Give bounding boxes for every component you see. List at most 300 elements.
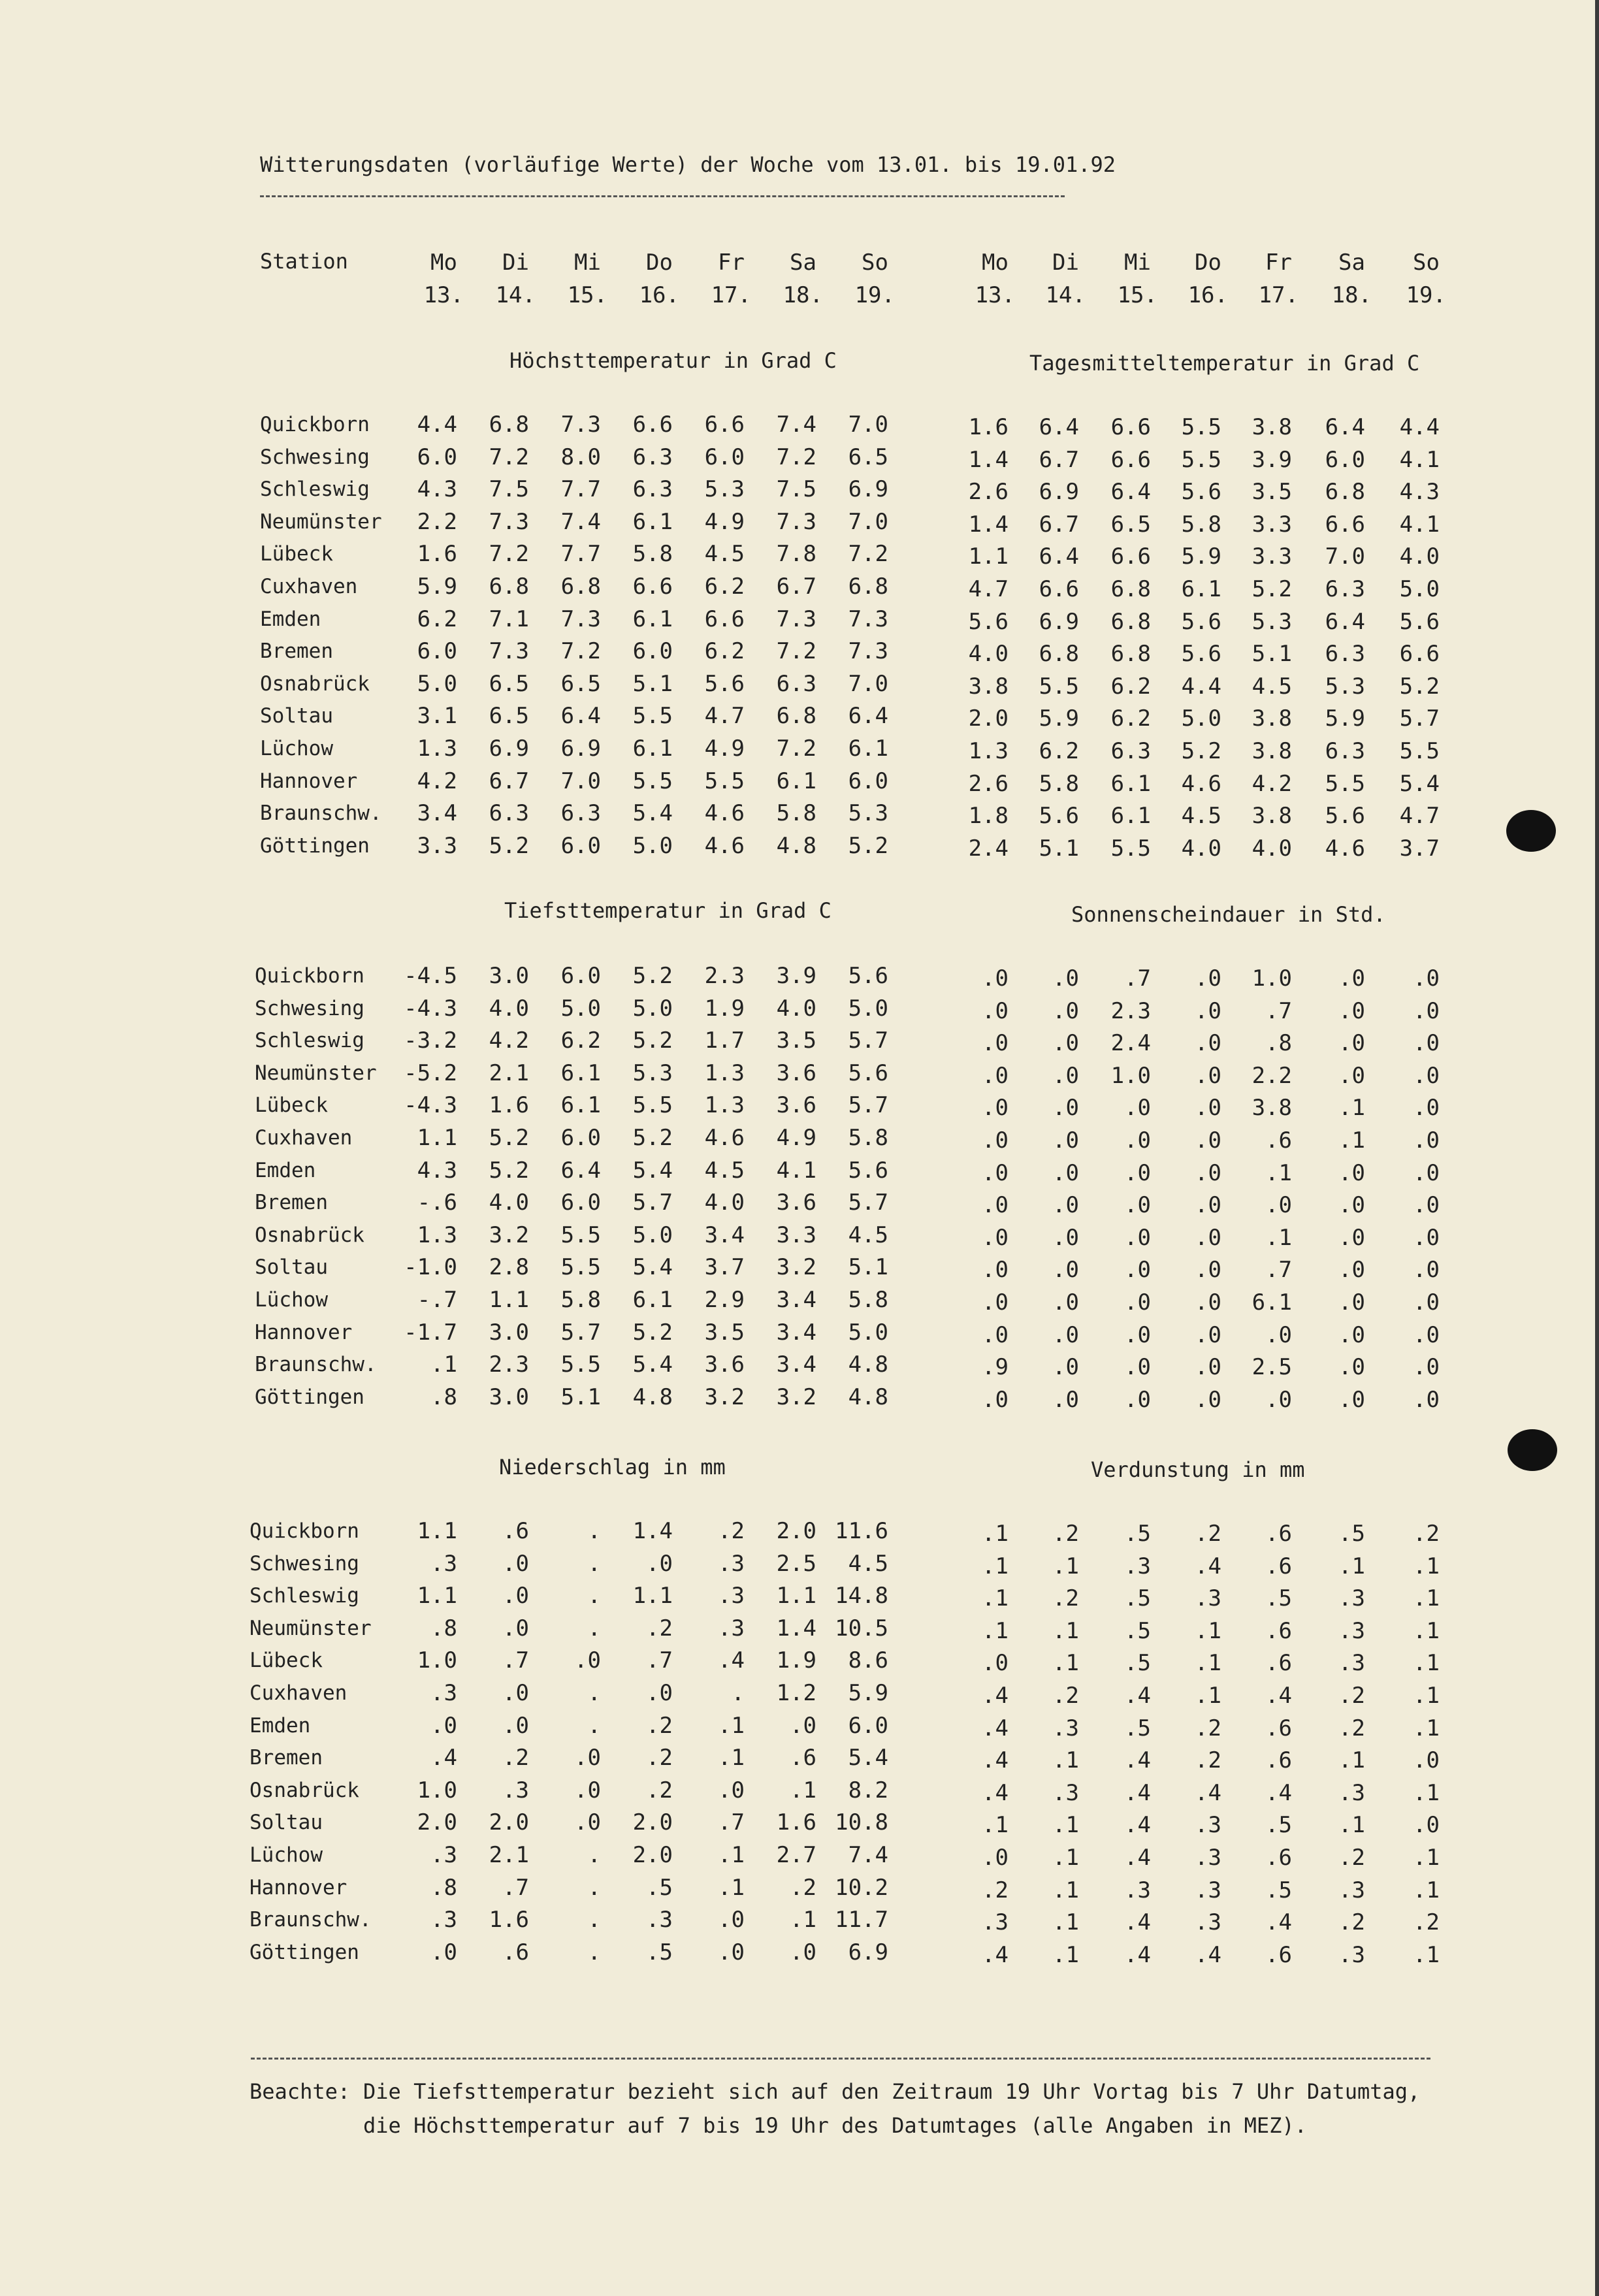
- left-value: 2.3: [704, 963, 745, 989]
- left-value: .3: [430, 1550, 457, 1577]
- right-value: .0: [1265, 1321, 1292, 1348]
- left-value: 6.9: [848, 1939, 888, 1965]
- right-value: .4: [1124, 1812, 1151, 1839]
- left-value: 6.1: [560, 1092, 601, 1119]
- left-value: .0: [718, 1907, 745, 1933]
- left-value: 5.5: [704, 768, 745, 794]
- left-day-0: Mo: [430, 250, 457, 276]
- left-value: 1.3: [417, 736, 457, 762]
- left-value: 6.8: [560, 574, 601, 600]
- right-value: 5.0: [1399, 576, 1440, 602]
- right-value: .1: [982, 1585, 1009, 1612]
- right-value: 4.0: [1252, 835, 1292, 862]
- left-value: 5.0: [417, 670, 457, 697]
- right-value: 6.6: [1399, 641, 1440, 668]
- left-value: 2.0: [776, 1518, 816, 1544]
- left-value: 7.7: [560, 476, 601, 503]
- left-value: .1: [790, 1777, 816, 1803]
- right-value: 1.3: [968, 738, 1009, 764]
- right-value: .0: [1195, 1386, 1221, 1413]
- left-value: .: [587, 1583, 601, 1609]
- left-value: 7.2: [560, 638, 601, 665]
- right-value: .5: [1124, 1585, 1151, 1612]
- left-value: 6.5: [848, 444, 888, 470]
- station-name: Lüchow: [260, 737, 333, 760]
- right-value: .1: [1338, 1095, 1365, 1122]
- left-value: .7: [718, 1809, 745, 1836]
- left-value: .0: [430, 1939, 457, 1965]
- left-value: 3.2: [704, 1383, 745, 1410]
- left-value: 5.2: [489, 1157, 529, 1184]
- right-value: 1.4: [968, 511, 1009, 538]
- right-value: 7.0: [1325, 543, 1365, 570]
- left-value: 6.2: [560, 1027, 601, 1054]
- station-name: Braunschw.: [250, 1908, 372, 1932]
- left-value: 5.0: [560, 995, 601, 1022]
- right-value: .8: [1265, 1030, 1292, 1057]
- left-value: 1.6: [489, 1092, 529, 1119]
- left-value: 5.4: [632, 1254, 673, 1281]
- left-value: 3.2: [776, 1254, 816, 1281]
- left-value: 10.2: [835, 1874, 888, 1901]
- left-value: .6: [502, 1939, 529, 1965]
- left-value: 5.8: [632, 541, 673, 568]
- right-value: .0: [1338, 1289, 1365, 1316]
- station-name: Quickborn: [255, 964, 364, 988]
- right-value: .4: [1195, 1779, 1221, 1806]
- left-value: 6.1: [632, 736, 673, 762]
- right-value: 6.7: [1039, 446, 1079, 473]
- station-name: Lübeck: [250, 1649, 323, 1673]
- right-value: 2.5: [1252, 1354, 1292, 1381]
- right-day-2: Mi: [1124, 250, 1151, 276]
- left-value: 6.2: [417, 606, 457, 632]
- left-value: 5.8: [848, 1287, 888, 1313]
- left-value: .1: [718, 1842, 745, 1868]
- left-value: .0: [574, 1809, 601, 1836]
- right-value: .0: [1413, 1192, 1440, 1219]
- right-value: 6.1: [1110, 803, 1151, 830]
- station-name: Soltau: [260, 704, 333, 728]
- right-value: .1: [1052, 1909, 1079, 1936]
- left-value: 3.5: [704, 1319, 745, 1346]
- station-name: Cuxhaven: [260, 575, 358, 598]
- right-value: .0: [1413, 1257, 1440, 1284]
- left-value: 6.5: [489, 703, 529, 730]
- left-value: .0: [646, 1680, 673, 1706]
- left-value: .: [731, 1680, 745, 1706]
- right-value: 5.9: [1181, 543, 1221, 570]
- left-value: .0: [502, 1680, 529, 1706]
- right-value: .0: [982, 1650, 1009, 1677]
- left-value: 3.0: [489, 963, 529, 989]
- right-value: .4: [1124, 1779, 1151, 1806]
- right-value: .0: [1195, 1257, 1221, 1284]
- right-value: .3: [1195, 1845, 1221, 1871]
- right-value: 1.0: [1110, 1062, 1151, 1089]
- right-value: .1: [1413, 1779, 1440, 1806]
- right-value: .2: [1338, 1715, 1365, 1741]
- left-value: 6.4: [560, 703, 601, 730]
- left-date-4: 17.: [711, 282, 751, 308]
- left-value: -4.3: [404, 1092, 457, 1119]
- right-value: .1: [1052, 1617, 1079, 1644]
- right-value: .5: [1265, 1585, 1292, 1612]
- left-value: -3.2: [404, 1027, 457, 1054]
- left-value: 6.0: [632, 638, 673, 665]
- right-value: 6.6: [1110, 414, 1151, 440]
- right-value: 6.0: [1325, 446, 1365, 473]
- left-value: 10.8: [835, 1809, 888, 1836]
- right-value: .2: [1413, 1909, 1440, 1936]
- right-value: 5.6: [1039, 803, 1079, 830]
- right-value: .3: [1195, 1812, 1221, 1839]
- left-value: 6.1: [776, 768, 816, 794]
- left-value: 7.5: [489, 476, 529, 503]
- left-value: 4.6: [704, 832, 745, 859]
- right-value: .1: [1413, 1650, 1440, 1677]
- right-value: .1: [1052, 1812, 1079, 1839]
- footer-rule: [251, 2058, 1430, 2060]
- left-value: .3: [430, 1680, 457, 1706]
- right-value: .0: [982, 1257, 1009, 1284]
- station-name: Lübeck: [260, 542, 333, 566]
- station-name: Neumünster: [250, 1616, 372, 1640]
- right-value: 5.3: [1252, 608, 1292, 635]
- left-value: 1.1: [417, 1518, 457, 1544]
- left-value: 1.0: [417, 1647, 457, 1674]
- left-value: 5.4: [848, 1745, 888, 1771]
- right-value: .0: [1413, 1159, 1440, 1186]
- right-value: .4: [982, 1941, 1009, 1968]
- right-value: .1: [1338, 1127, 1365, 1154]
- left-value: .8: [430, 1615, 457, 1641]
- left-value: 6.1: [632, 606, 673, 632]
- station-name: Hannover: [255, 1320, 353, 1344]
- left-value: -5.2: [404, 1059, 457, 1086]
- left-value: 5.8: [776, 800, 816, 827]
- right-value: 6.3: [1325, 576, 1365, 602]
- right-value: .5: [1124, 1650, 1151, 1677]
- right-value: 5.5: [1325, 770, 1365, 797]
- left-value: 4.9: [776, 1125, 816, 1151]
- station-name: Hannover: [260, 769, 358, 793]
- right-value: 4.0: [968, 641, 1009, 668]
- right-value: .0: [1052, 1159, 1079, 1186]
- left-value: 1.6: [489, 1907, 529, 1933]
- section-3-right-title: Verdunstung in mm: [1091, 1457, 1305, 1482]
- right-value: .0: [982, 1386, 1009, 1413]
- left-value: 7.4: [848, 1842, 888, 1868]
- left-value: .0: [574, 1647, 601, 1674]
- right-value: 1.6: [968, 414, 1009, 440]
- right-value: .0: [1338, 1257, 1365, 1284]
- left-value: .: [587, 1518, 601, 1544]
- right-value: .4: [1124, 1909, 1151, 1936]
- document-title: Witterungsdaten (vorläufige Werte) der Woche vom 13.01. bis 19.01.92: [260, 152, 1116, 177]
- right-value: 5.6: [1325, 803, 1365, 830]
- left-value: 5.6: [704, 670, 745, 697]
- left-value: 4.5: [704, 541, 745, 568]
- right-day-5: Sa: [1338, 250, 1365, 276]
- right-value: .0: [1124, 1192, 1151, 1219]
- left-day-1: Di: [502, 250, 529, 276]
- left-value: 3.4: [776, 1351, 816, 1378]
- right-value: .0: [1052, 1095, 1079, 1122]
- left-value: 14.8: [835, 1583, 888, 1609]
- right-day-6: So: [1413, 250, 1440, 276]
- right-value: 6.3: [1110, 738, 1151, 764]
- left-date-0: 13.: [423, 282, 464, 308]
- left-value: 6.5: [489, 670, 529, 697]
- right-value: .0: [1052, 1224, 1079, 1251]
- station-name: Bremen: [255, 1191, 328, 1215]
- left-value: .7: [502, 1647, 529, 1674]
- left-value: 4.3: [417, 476, 457, 503]
- left-day-4: Fr: [718, 250, 745, 276]
- right-date-6: 19.: [1406, 282, 1446, 308]
- left-value: 6.9: [489, 736, 529, 762]
- right-value: .0: [1124, 1354, 1151, 1381]
- left-value: .8: [430, 1874, 457, 1901]
- right-value: 6.6: [1110, 543, 1151, 570]
- right-value: 5.5: [1181, 414, 1221, 440]
- right-value: .0: [1195, 1192, 1221, 1219]
- station-name: Osnabrück: [255, 1223, 364, 1247]
- left-value: 1.7: [704, 1027, 745, 1054]
- right-value: 3.3: [1252, 511, 1292, 538]
- right-value: .0: [1413, 1289, 1440, 1316]
- note-line-2: die Höchsttemperatur auf 7 bis 19 Uhr des Datumtages (alle Angaben in MEZ).: [363, 2113, 1307, 2138]
- right-value: .0: [1338, 1386, 1365, 1413]
- right-value: .2: [1052, 1521, 1079, 1547]
- left-value: 6.4: [560, 1157, 601, 1184]
- left-value: .: [587, 1907, 601, 1933]
- right-value: .0: [1124, 1257, 1151, 1284]
- left-value: 7.3: [489, 638, 529, 665]
- left-value: 6.3: [776, 670, 816, 697]
- left-value: 1.1: [417, 1125, 457, 1151]
- left-value: .0: [718, 1939, 745, 1965]
- left-value: 6.0: [560, 1125, 601, 1151]
- right-value: .2: [1338, 1683, 1365, 1709]
- right-value: .3: [1195, 1585, 1221, 1612]
- right-value: 6.1: [1110, 770, 1151, 797]
- left-value: 6.0: [560, 1189, 601, 1216]
- station-name: Lüchow: [255, 1288, 328, 1312]
- left-value: 5.5: [560, 1351, 601, 1378]
- left-value: 6.1: [848, 736, 888, 762]
- right-value: 2.6: [968, 770, 1009, 797]
- left-value: .6: [790, 1745, 816, 1771]
- right-value: .1: [1195, 1683, 1221, 1709]
- left-value: 6.0: [417, 444, 457, 470]
- left-value: 6.1: [560, 1059, 601, 1086]
- left-value: .3: [502, 1777, 529, 1803]
- left-value: 4.0: [776, 995, 816, 1022]
- right-value: .0: [982, 1095, 1009, 1122]
- left-value: .3: [646, 1907, 673, 1933]
- left-value: .: [587, 1712, 601, 1739]
- right-value: .0: [1195, 1289, 1221, 1316]
- right-value: 4.1: [1399, 446, 1440, 473]
- left-value: 6.9: [560, 736, 601, 762]
- left-value: 4.8: [776, 832, 816, 859]
- left-value: 3.6: [704, 1351, 745, 1378]
- left-value: 11.6: [835, 1518, 888, 1544]
- right-value: .1: [1052, 1877, 1079, 1903]
- left-value: .4: [718, 1647, 745, 1674]
- left-value: 2.1: [489, 1059, 529, 1086]
- right-value: .1: [1413, 1617, 1440, 1644]
- right-value: .5: [1265, 1877, 1292, 1903]
- station-name: Göttingen: [250, 1940, 359, 1964]
- right-value: .4: [1265, 1909, 1292, 1936]
- right-value: .3: [1338, 1941, 1365, 1968]
- left-value: 6.4: [848, 703, 888, 730]
- right-value: .1: [1052, 1747, 1079, 1774]
- left-value: 2.0: [417, 1809, 457, 1836]
- right-value: 5.9: [1039, 705, 1079, 732]
- section-3-left-title: Niederschlag in mm: [499, 1455, 726, 1479]
- right-value: .0: [1195, 1062, 1221, 1089]
- left-value: 7.2: [776, 638, 816, 665]
- left-value: 2.2: [417, 508, 457, 535]
- right-value: 3.8: [1252, 705, 1292, 732]
- right-value: 5.8: [1039, 770, 1079, 797]
- left-value: .: [587, 1874, 601, 1901]
- left-value: .2: [718, 1518, 745, 1544]
- left-value: 2.1: [489, 1842, 529, 1868]
- right-value: 5.6: [1399, 608, 1440, 635]
- right-value: 4.4: [1181, 673, 1221, 700]
- right-value: 4.2: [1252, 770, 1292, 797]
- left-value: .4: [430, 1745, 457, 1771]
- left-value: 3.6: [776, 1059, 816, 1086]
- station-name: Braunschw.: [255, 1353, 377, 1377]
- left-value: 6.3: [632, 476, 673, 503]
- right-value: .1: [1413, 1845, 1440, 1871]
- right-value: 6.3: [1325, 641, 1365, 668]
- right-value: .1: [1265, 1224, 1292, 1251]
- left-value: 6.6: [704, 412, 745, 438]
- right-value: .4: [982, 1747, 1009, 1774]
- right-value: 4.6: [1325, 835, 1365, 862]
- left-value: 3.7: [704, 1254, 745, 1281]
- left-value: 5.1: [560, 1383, 601, 1410]
- station-name: Göttingen: [260, 833, 370, 858]
- left-value: 6.0: [560, 832, 601, 859]
- right-value: 2.3: [1110, 997, 1151, 1024]
- right-value: .2: [1413, 1521, 1440, 1547]
- left-value: 5.3: [704, 476, 745, 503]
- left-value: 7.0: [848, 412, 888, 438]
- right-value: .1: [1413, 1683, 1440, 1709]
- right-value: 3.8: [1252, 414, 1292, 440]
- left-day-5: Sa: [790, 250, 816, 276]
- left-value: 5.5: [632, 1092, 673, 1119]
- station-name: Bremen: [260, 639, 333, 664]
- right-value: 1.4: [968, 446, 1009, 473]
- right-value: .0: [1052, 997, 1079, 1024]
- left-date-5: 18.: [783, 282, 823, 308]
- right-value: .0: [1124, 1321, 1151, 1348]
- station-name: Osnabrück: [260, 671, 370, 696]
- left-value: 3.2: [489, 1221, 529, 1248]
- left-value: 4.9: [704, 508, 745, 535]
- right-value: .0: [1413, 1095, 1440, 1122]
- left-date-6: 19.: [854, 282, 895, 308]
- left-value: 3.4: [776, 1287, 816, 1313]
- left-value: .1: [430, 1351, 457, 1378]
- right-value: .5: [1124, 1521, 1151, 1547]
- right-value: .0: [982, 1289, 1009, 1316]
- left-value: 4.2: [417, 768, 457, 794]
- left-value: .5: [646, 1939, 673, 1965]
- left-value: 7.3: [776, 606, 816, 632]
- left-value: 1.9: [776, 1647, 816, 1674]
- right-value: .6: [1265, 1650, 1292, 1677]
- left-value: 4.0: [489, 1189, 529, 1216]
- right-value: 6.4: [1110, 479, 1151, 506]
- left-value: 3.2: [776, 1383, 816, 1410]
- left-value: 4.1: [776, 1157, 816, 1184]
- right-value: .0: [982, 1321, 1009, 1348]
- right-value: 3.7: [1399, 835, 1440, 862]
- right-value: 3.8: [968, 673, 1009, 700]
- section-2-left-title: Tiefsttemperatur in Grad C: [504, 898, 832, 923]
- right-value: .0: [1052, 1127, 1079, 1154]
- station-name: Hannover: [250, 1875, 347, 1900]
- left-value: -4.5: [404, 963, 457, 989]
- right-value: 5.1: [1252, 641, 1292, 668]
- left-value: 5.9: [417, 574, 457, 600]
- right-value: .4: [1124, 1941, 1151, 1968]
- right-value: .0: [1195, 1321, 1221, 1348]
- right-value: .1: [1052, 1845, 1079, 1871]
- right-value: .9: [982, 1354, 1009, 1381]
- left-value: .2: [790, 1874, 816, 1901]
- right-value: .4: [982, 1779, 1009, 1806]
- left-value: 6.5: [560, 670, 601, 697]
- station-name: Lübeck: [255, 1093, 328, 1118]
- right-value: .3: [1195, 1877, 1221, 1903]
- left-value: 3.6: [776, 1189, 816, 1216]
- right-value: .0: [1338, 1030, 1365, 1057]
- right-value: 2.4: [968, 835, 1009, 862]
- left-date-1: 14.: [495, 282, 536, 308]
- right-value: 6.1: [1252, 1289, 1292, 1316]
- left-value: 5.5: [632, 703, 673, 730]
- right-value: .0: [1413, 1030, 1440, 1057]
- left-value: 5.0: [848, 995, 888, 1022]
- left-value: 5.1: [848, 1254, 888, 1281]
- left-value: .1: [718, 1712, 745, 1739]
- right-value: 6.6: [1039, 576, 1079, 602]
- right-value: 6.8: [1110, 641, 1151, 668]
- right-value: .6: [1265, 1845, 1292, 1871]
- left-value: 7.5: [776, 476, 816, 503]
- right-value: .0: [1052, 965, 1079, 992]
- station-name: Emden: [250, 1713, 311, 1738]
- right-value: .0: [1338, 1321, 1365, 1348]
- left-value: .7: [646, 1647, 673, 1674]
- right-value: .4: [1265, 1683, 1292, 1709]
- station-name: Emden: [260, 607, 321, 631]
- right-value: 4.3: [1399, 479, 1440, 506]
- right-value: .3: [1052, 1715, 1079, 1741]
- left-value: .0: [502, 1583, 529, 1609]
